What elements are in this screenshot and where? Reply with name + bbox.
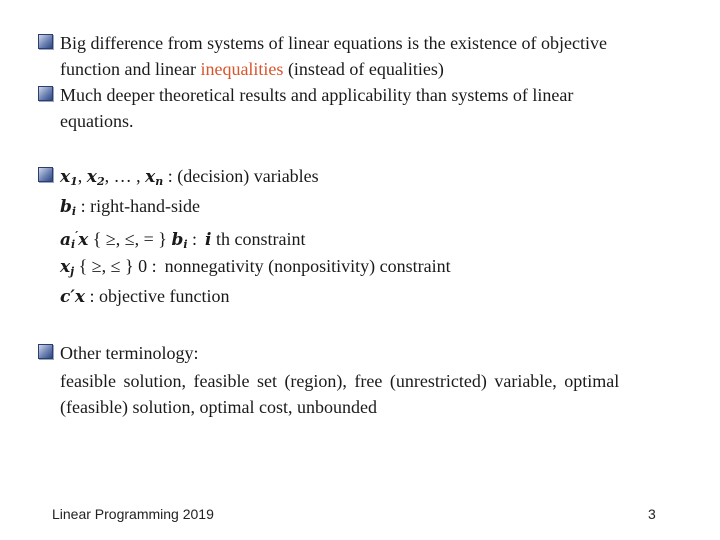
terminology-block — [60, 368, 619, 420]
bullet-theory-line2: equations. — [60, 111, 134, 131]
math-x2: $x_2$ — [86, 167, 105, 188]
inequalities-highlight: inequalities — [200, 59, 284, 79]
bullet-objective-line1: Big difference from systems of linear equations is the existence of objective — [60, 33, 607, 53]
notation-line-variables: $x_1$, $x_2$, … , $x_n$ : (decision) variables — [60, 166, 319, 188]
math-bi: $b_i$ — [60, 197, 77, 218]
page-number: 3 — [648, 506, 656, 522]
square-bullet-icon — [38, 86, 53, 101]
terminology-line1: feasible solution, feasible set (region), free (unrestricted) variable, optimal — [60, 371, 620, 391]
notation-line-constraint — [60, 223, 451, 253]
math-ai-x: $a_i'x$ — [60, 229, 89, 251]
decision-variables-text: : (decision) variables — [167, 166, 319, 186]
math-i: i — [205, 230, 212, 250]
constraint-ops: { ≥, ≤, = } — [92, 229, 167, 249]
bullet-notation — [38, 163, 319, 195]
square-bullet-icon — [38, 34, 53, 49]
bullet-objective-line2 — [60, 56, 607, 82]
math-xj: $x_j$ — [60, 257, 75, 278]
objective-text: : objective function — [89, 286, 230, 306]
bullet-objective-text — [60, 30, 607, 82]
bullet-theory-line1: Much deeper theoretical results and applicability than systems of linear — [60, 85, 574, 105]
nonneg-ops: { ≥, ≤ } 0 : — [78, 256, 157, 276]
line2-before: function and linear — [60, 59, 201, 79]
rhs-text: : right-hand-side — [80, 196, 201, 216]
line2-after: (instead of equalities) — [283, 59, 444, 79]
bullet-objective — [38, 30, 607, 82]
bullet-terminology — [38, 340, 198, 366]
math-cx: c′x — [60, 287, 85, 307]
footer-course-title: Linear Programming 2019 — [52, 506, 214, 522]
bullet-theory — [38, 82, 573, 134]
notation-line-nonneg — [60, 253, 451, 283]
ith-constraint-text: th constraint — [216, 229, 306, 249]
math-x1: $x_1$ — [60, 167, 78, 188]
notation-line-rhs — [60, 193, 451, 223]
math-bi-2: $b_i$ — [171, 230, 188, 251]
notation-line-objective — [60, 283, 451, 313]
bullet-theory-text — [60, 82, 573, 134]
square-bullet-icon — [38, 167, 53, 182]
notation-block — [60, 193, 451, 313]
square-bullet-icon — [38, 344, 53, 359]
math-xn: $x_n$ — [145, 167, 164, 188]
colon: : — [192, 229, 198, 249]
terminology-heading: Other terminology: — [60, 343, 199, 363]
terminology-line2: (feasible) solution, optimal cost, unbounded — [60, 397, 377, 417]
nonneg-text: nonnegativity (nonpositivity) constraint — [164, 256, 451, 276]
ellipsis: … — [113, 166, 132, 186]
